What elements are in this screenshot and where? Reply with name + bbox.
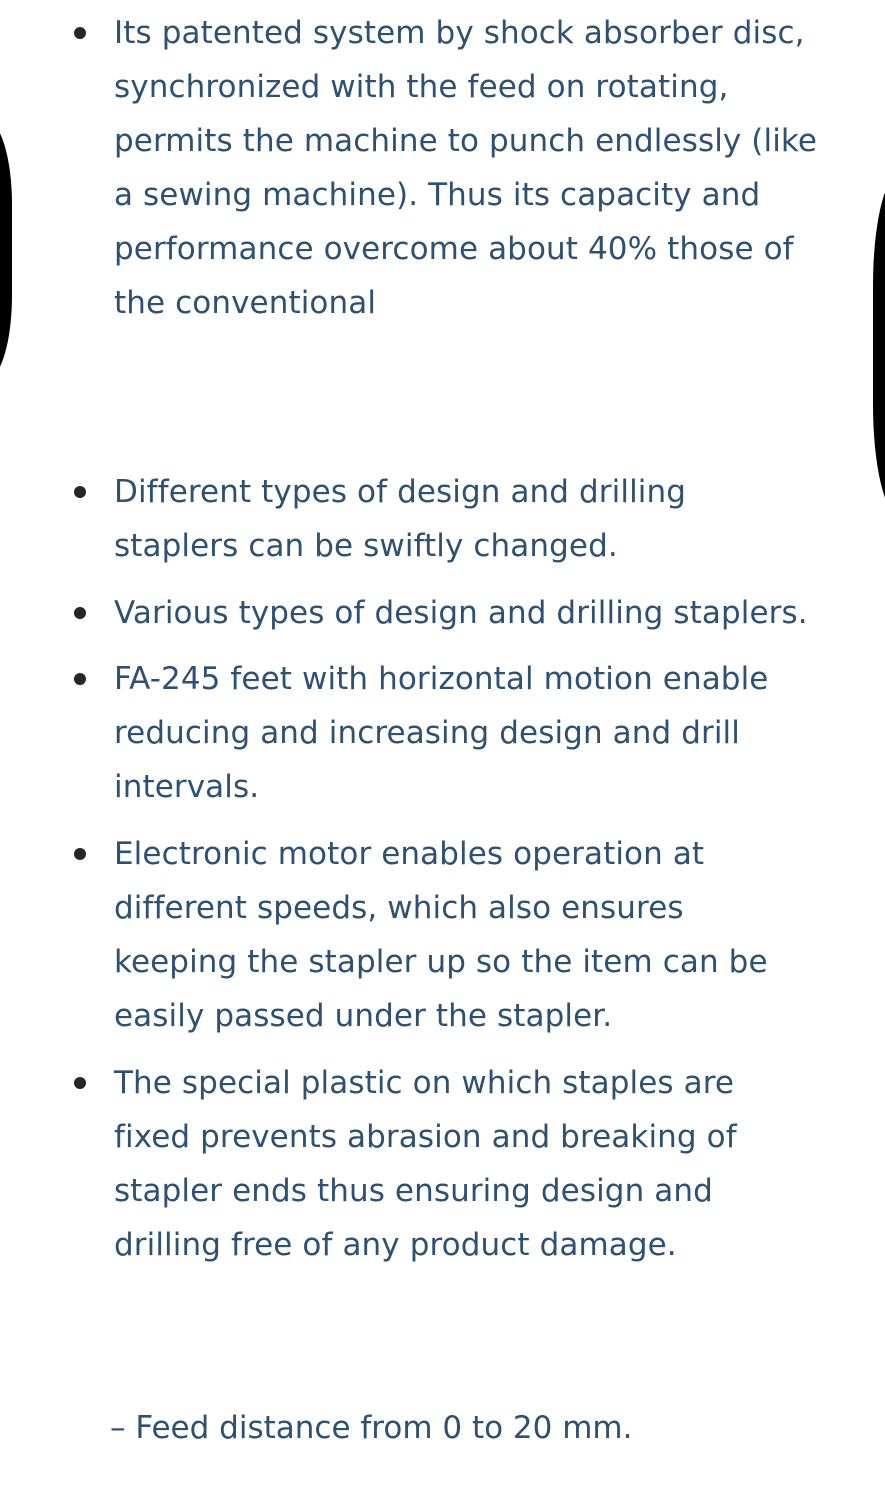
list-item-text: The special plastic on which staples are fixed prevents abrasion and breaking of stapler ends thus ensuring design and drilling free of any product damage. xyxy=(114,1065,737,1263)
device-bezel-left xyxy=(0,120,12,380)
list-item-text: Electronic motor enables operation at different speeds, which also ensures keeping the stapler up so the item can be easily passed under the stapler. xyxy=(114,836,768,1034)
device-bezel-right xyxy=(873,175,885,515)
list-item xyxy=(114,6,819,330)
bullet-icon xyxy=(74,486,86,498)
bullet-icon xyxy=(74,673,86,685)
list-item-text: FA-245 feet with horizontal motion enable reducing and increasing design and drill intervals. xyxy=(114,661,769,805)
list-item-text: Various types of design and drilling staplers. xyxy=(114,595,808,631)
list-item-text: Its patented system by shock absorber disc, synchronized with the feed on rotating, permits the machine to punch endlessly (like a sewing machine). Thus its capacity and performance overcome about 40% those of the conventional xyxy=(114,15,818,321)
bullet-icon xyxy=(74,607,86,619)
list-item xyxy=(114,827,794,1043)
list-item xyxy=(114,652,804,814)
list-item-text: Different types of design and drilling staplers can be swiftly changed. xyxy=(114,474,687,564)
list-item xyxy=(114,586,854,640)
list-item xyxy=(114,465,714,573)
bullet-icon xyxy=(74,848,86,860)
feed-distance-spec: – Feed distance from 0 to 20 mm. xyxy=(110,1410,633,1446)
list-item xyxy=(114,1056,769,1272)
bullet-icon xyxy=(74,1077,86,1089)
bullet-icon xyxy=(74,27,86,39)
